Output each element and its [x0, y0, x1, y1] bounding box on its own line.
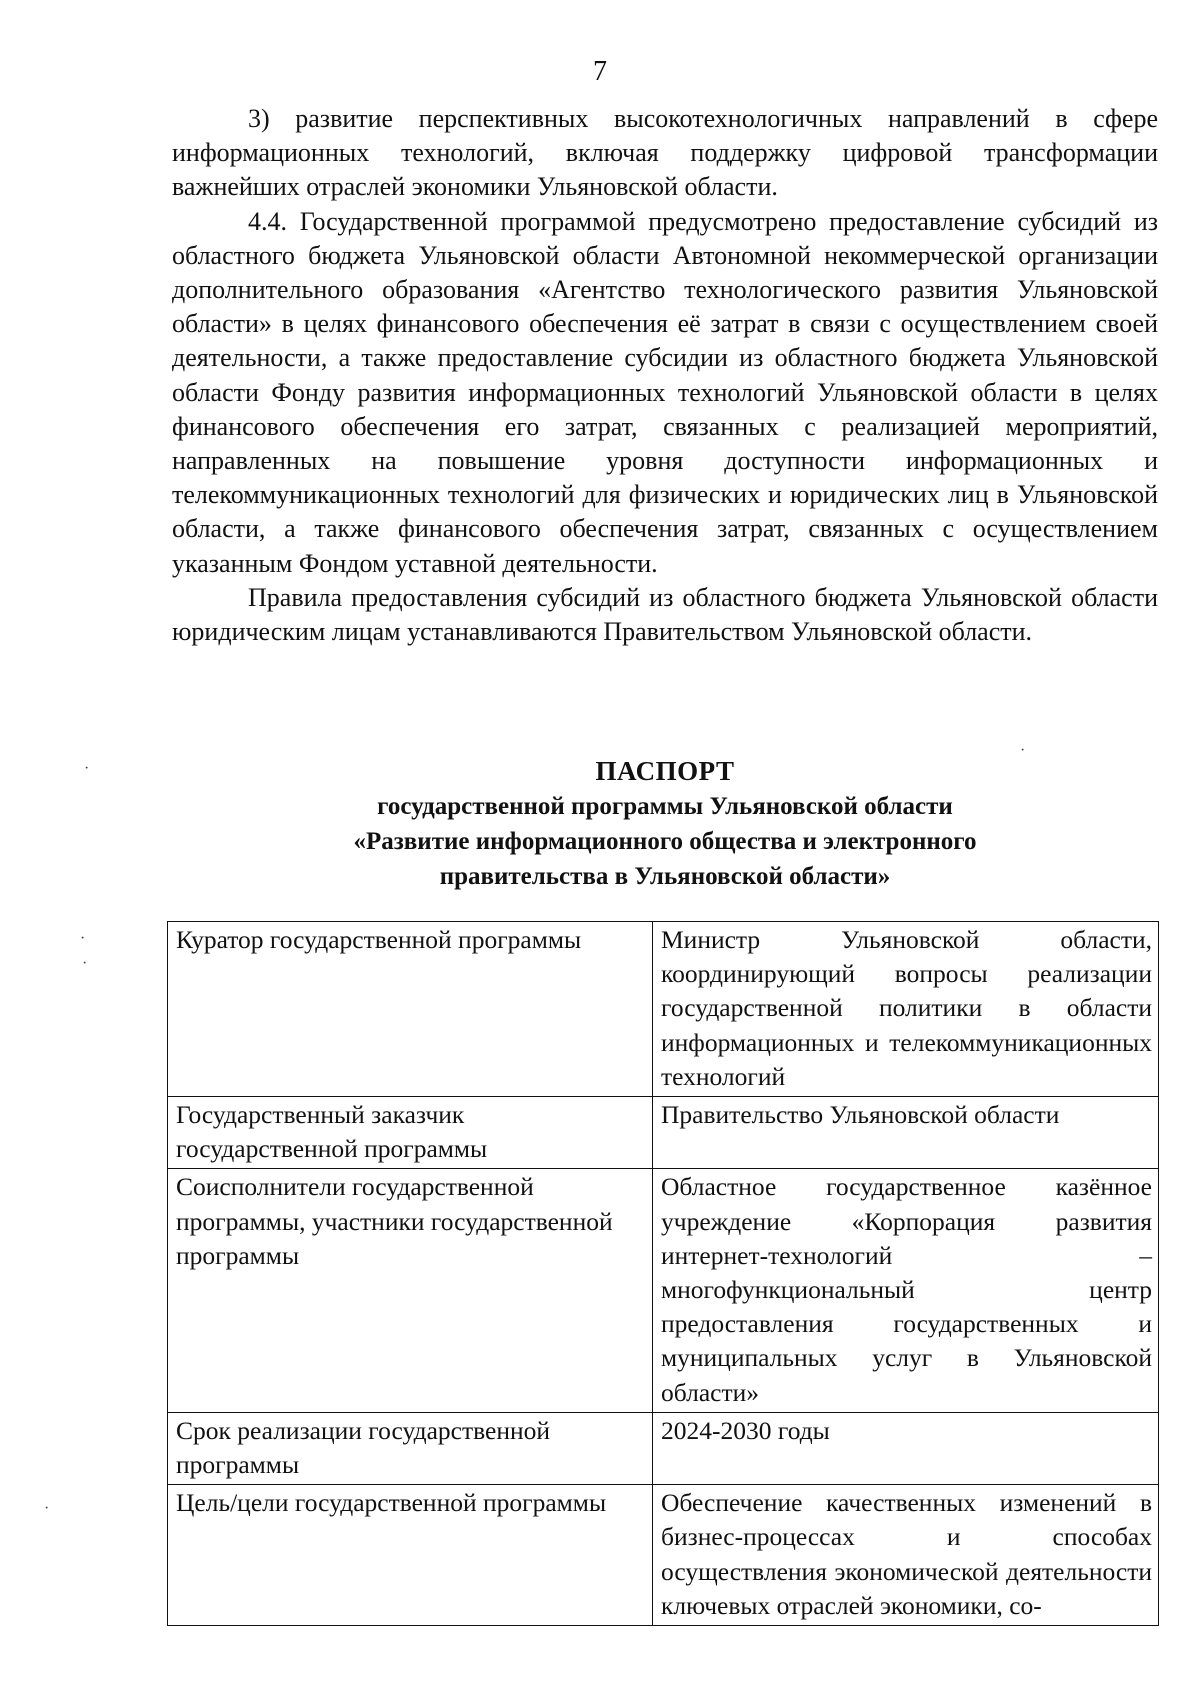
- passport-subtitle-line-1: государственной программы Ульяновской области: [377, 793, 953, 820]
- scan-speck: ·: [84, 760, 90, 777]
- paragraph-item-3: 3) развитие перспективных высокотехнологичных направлений в сфере информационных технологий, включая поддержку цифровой трансформации важнейших отраслей экономики Ульяновской области.: [172, 104, 1158, 202]
- row-value-goals: Обеспечение качественных изменений в бизнес-процессах и способах осуществления экономической деятельности ключевых отраслей экономики, со-: [653, 1485, 1159, 1626]
- table-row: [168, 1485, 1159, 1626]
- paragraph-4-4: 4.4. Государственной программой предусмотрено предоставление субсидий из областного бюджета Ульяновской области Автономной некоммерческой организации дополнительного образования «Агентство технологического развития Ульяновской области» в целях финансового обеспечения её затрат в связи с осуществлением своей деятельности, а также предоставление субсидии из областного бюджета Ульяновской области Фонду развития информационных технологий Ульяновской области в целях финансового обеспечения его затрат, связанных с реализацией мероприятий, направленных на повышение уровня доступности информационных и телекоммуникационных технологий для физических и юридических лиц в Ульяновской области, а также финансового обеспечения затрат, связанных с осуществлением указанным Фондом уставной деятельности.: [172, 206, 1158, 578]
- passport-subtitle-line-2: «Развитие информационного общества и электронного: [353, 828, 977, 855]
- page-number: 7: [593, 56, 607, 87]
- paragraph-subsidy-rules: Правила предоставления субсидий из областного бюджета Ульяновской области юридическим лицам устанавливаются Правительством Ульяновской области.: [172, 582, 1158, 647]
- table-row: [168, 1169, 1159, 1412]
- passport-title: [172, 754, 1158, 894]
- table-row: [168, 1097, 1159, 1169]
- passport-table: [167, 921, 1159, 1626]
- row-value-curator: Министр Ульяновской области, координирующий вопросы реализации государственной политики в области информационных и телекоммуникационных технологий: [653, 922, 1159, 1097]
- row-label-customer: Государственный заказчик государственной программы: [168, 1097, 653, 1169]
- table-row: [168, 922, 1159, 1097]
- row-value-co-executors: Областное государственное казённое учреждение «Корпорация развития интернет-технологий – многофункциональный центр предоставления государственных и муниципальных услуг в Ульяновской области»: [653, 1169, 1159, 1412]
- scan-speck: ·: [44, 1500, 50, 1517]
- row-value-customer: Правительство Ульяновской области: [653, 1097, 1159, 1169]
- row-label-goals: Цель/цели государственной программы: [168, 1485, 653, 1626]
- row-label-co-executors: Соисполнители государственной программы, участники государственной программы: [168, 1169, 653, 1412]
- row-label-curator: Куратор государственной программы: [168, 922, 653, 1097]
- scan-speck: ·: [82, 955, 88, 972]
- table-row: [168, 1412, 1159, 1484]
- body-text: [172, 102, 1158, 649]
- passport-subtitle-line-3: правительства в Ульяновской области»: [439, 863, 891, 890]
- scan-speck: ·: [80, 930, 86, 947]
- passport-heading: ПАСПОРТ: [595, 756, 735, 786]
- scan-speck: ·: [1020, 742, 1026, 759]
- row-label-term: Срок реализации государственной программы: [168, 1412, 653, 1484]
- row-value-term: 2024-2030 годы: [653, 1412, 1159, 1484]
